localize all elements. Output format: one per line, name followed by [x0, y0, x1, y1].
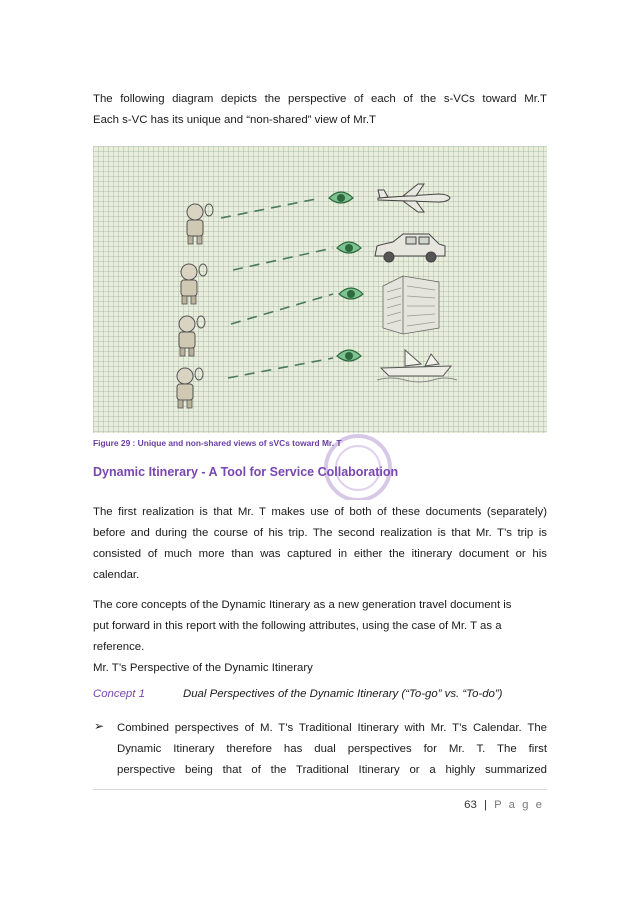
concept-title: Dual Perspectives of the Dynamic Itinerary (“To-go” vs. “To-do”) [183, 688, 503, 700]
paragraph-1-line: The first realization is that Mr. T makes use of both of these documents (separately) [93, 506, 547, 518]
traveler-icon [187, 204, 213, 244]
paragraph-2-line: reference. [93, 641, 145, 653]
eye-icon [329, 192, 353, 203]
traveler-icon [177, 368, 203, 408]
boat-icon [377, 350, 457, 382]
paragraph-1-line: before and during the course of his trip. The second realization is that Mr. T’s trip is [93, 527, 547, 539]
intro-line-1: The following diagram depicts the perspective of each of the s-VCs toward Mr.T [93, 93, 547, 105]
intro-line-2: Each s-VC has its unique and “non-shared” view of Mr.T [93, 114, 376, 126]
sight-line-3 [231, 294, 333, 324]
sight-line-2 [233, 248, 333, 270]
section-heading: Dynamic Itinerary - A Tool for Service Collaboration [93, 465, 399, 479]
building-icon [383, 276, 439, 334]
paragraph-2 [93, 595, 547, 658]
paragraph-1-line: calendar. [93, 569, 140, 581]
sight-lines [221, 198, 333, 378]
eye-icon [337, 350, 361, 361]
page-word: P a g e [494, 799, 544, 811]
concept-label: Concept 1 [93, 688, 145, 700]
page-number-separator: | [483, 799, 487, 811]
eye-icon [339, 288, 363, 299]
eye-icon [337, 242, 361, 253]
paragraph-1-line: consisted of much more than was captured in either the itinerary document or his [93, 548, 547, 560]
bullet-line: perspective being that of the Traditional Itinerary or a highly summarized [117, 764, 547, 776]
traveler-icon [179, 316, 205, 356]
car-icon [375, 234, 445, 262]
figure-caption: Figure 29 : Unique and non-shared views of sVCs toward Mr. T [93, 438, 342, 448]
bullet-arrow-icon: ➢ [94, 719, 105, 733]
airplane-icon [378, 184, 450, 212]
footer-divider [93, 789, 547, 790]
figure-diagram [93, 146, 547, 433]
paragraph-2-line: put forward in this report with the following attributes, using the case of Mr. T as a [93, 620, 502, 632]
traveler-icon [181, 264, 207, 304]
diagram-svg [93, 146, 547, 433]
bullet-line: Dynamic Itinerary therefore has dual perspectives for Mr. T. The first [117, 743, 547, 755]
paragraph-1 [93, 502, 547, 586]
page-number [464, 799, 544, 811]
paragraph-2-line: The core concepts of the Dynamic Itinerary as a new generation travel document is [93, 599, 512, 611]
sight-line-1 [221, 198, 321, 218]
page-number-value: 63 [464, 799, 477, 811]
sight-line-4 [228, 358, 333, 378]
bullet-text [117, 718, 547, 781]
bullet-line: Combined perspectives of M. T’s Traditional Itinerary with Mr. T’s Calendar. The [117, 722, 547, 734]
paragraph-3: Mr. T’s Perspective of the Dynamic Itinerary [93, 662, 313, 674]
